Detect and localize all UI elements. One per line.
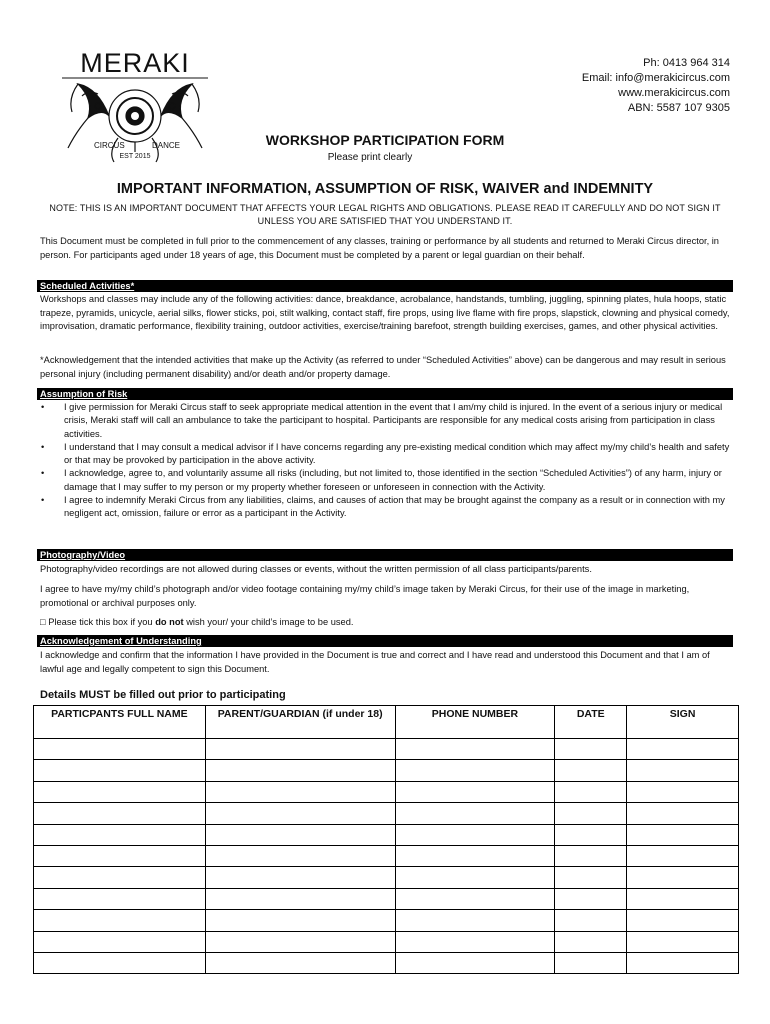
cell-participant-name[interactable] (34, 781, 206, 802)
col-participant-name: PARTICPANTS FULL NAME (34, 706, 206, 739)
cell-phone-number[interactable] (395, 910, 555, 931)
cell-sign[interactable] (627, 781, 739, 802)
photography-consent: I agree to have my/my child’s photograph and/or video footage containing my/my child’s image taken by Meraki Circus, for their use of the image in marketing, promotional or archival purposes only. (40, 584, 690, 608)
cell-phone-number[interactable] (395, 845, 555, 866)
photo-optout-checkbox[interactable]: □ (40, 617, 46, 627)
col-parent-guardian: PARENT/GUARDIAN (if under 18) (205, 706, 395, 739)
list-item: • I give permission for Meraki Circus staff to seek appropriate medical attention in the event that I am/my child is injured. In the event of a serious injury or medical crisis, Meraki staff will call an ambulance to take the participant to hospital. Participants are responsible for any medical costs arising from participation in class activities. (41, 402, 723, 439)
details-label: Details MUST be filled out prior to participating (40, 689, 286, 701)
cell-sign[interactable] (627, 760, 739, 781)
table-row (34, 760, 739, 781)
cell-sign[interactable] (627, 739, 739, 760)
contact-abn: ABN: 5587 107 9305 (627, 102, 730, 114)
cell-parent-guardian[interactable] (205, 760, 395, 781)
cell-date[interactable] (555, 781, 627, 802)
meraki-logo (58, 48, 212, 166)
cell-phone-number[interactable] (395, 867, 555, 888)
important-note: NOTE: THIS IS AN IMPORTANT DOCUMENT THAT AFFECTS YOUR LEGAL RIGHTS AND OBLIGATIONS. PLEASE READ IT CAREFULLY AND DO NOT SIGN IT UNLESS YOU ARE SATISFIED THAT YOU UNDERSTAND IT. (49, 203, 721, 226)
cell-participant-name[interactable] (34, 888, 206, 909)
cell-participant-name[interactable] (34, 952, 206, 973)
cell-parent-guardian[interactable] (205, 910, 395, 931)
table-row (34, 739, 739, 760)
contact-block (582, 56, 730, 116)
assumption-of-risk-heading: Assumption of Risk (37, 388, 733, 400)
table-row (34, 845, 739, 866)
cell-sign[interactable] (627, 867, 739, 888)
cell-date[interactable] (555, 910, 627, 931)
cell-phone-number[interactable] (395, 952, 555, 973)
table-row (34, 867, 739, 888)
cell-phone-number[interactable] (395, 781, 555, 802)
cell-parent-guardian[interactable] (205, 824, 395, 845)
table-row (34, 824, 739, 845)
cell-phone-number[interactable] (395, 739, 555, 760)
acknowledgement-heading: Acknowledgement of Understanding (37, 635, 733, 647)
table-row (34, 952, 739, 973)
cell-participant-name[interactable] (34, 845, 206, 866)
logo-name: MERAKI (80, 48, 190, 78)
table-row (34, 781, 739, 802)
photography-heading: Photography/Video (37, 549, 733, 561)
cell-participant-name[interactable] (34, 803, 206, 824)
cell-phone-number[interactable] (395, 760, 555, 781)
cell-parent-guardian[interactable] (205, 888, 395, 909)
form-title: WORKSHOP PARTICIPATION FORM (265, 132, 505, 148)
acknowledgement-text: I acknowledge and confirm that the information I have provided in the Document is true and correct and I have read and understood this Document and that I am of lawful age and legally competent to sign this Document. (40, 650, 710, 674)
cell-sign[interactable] (627, 803, 739, 824)
cell-date[interactable] (555, 952, 627, 973)
list-item: • I agree to indemnify Meraki Circus from any liabilities, claims, and causes of action that may be brought against the company as a result or in connection with my negligent act, omission, failure or error as a participant in the Activity. (41, 495, 725, 519)
cell-sign[interactable] (627, 824, 739, 845)
cell-sign[interactable] (627, 888, 739, 909)
cell-participant-name[interactable] (34, 760, 206, 781)
cell-parent-guardian[interactable] (205, 803, 395, 824)
table-header-row (34, 706, 739, 739)
logo-dance: DANCE (152, 141, 181, 150)
contact-phone: Ph: 0413 964 314 (643, 57, 730, 69)
intro-paragraph: This Document must be completed in full prior to the commencement of any classes, training or performance by all students and returned to Meraki Circus director, in person. For participants aged under 18 years of age, this Document must be completed by a parent or legal guardian on their behalf. (40, 236, 719, 260)
cell-sign[interactable] (627, 845, 739, 866)
table-row (34, 910, 739, 931)
table-row (34, 803, 739, 824)
mandala-emblem (68, 84, 202, 162)
cell-phone-number[interactable] (395, 931, 555, 952)
participants-table (33, 705, 739, 974)
list-item: • I acknowledge, agree to, and voluntarily assume all risks (including, but not limited to, those identified in the section “Scheduled Activities”) of any harm, injury or damage that I may suffer to my person or my property whether foreseen or unforeseen in connection with the Activity. (41, 468, 722, 492)
cell-participant-name[interactable] (34, 739, 206, 760)
cell-parent-guardian[interactable] (205, 781, 395, 802)
cell-phone-number[interactable] (395, 803, 555, 824)
risk-list (40, 401, 732, 521)
cell-participant-name[interactable] (34, 867, 206, 888)
cell-date[interactable] (555, 824, 627, 845)
cell-sign[interactable] (627, 910, 739, 931)
logo-est: EST 2015 (119, 153, 151, 160)
cell-sign[interactable] (627, 931, 739, 952)
cell-date[interactable] (555, 739, 627, 760)
cell-parent-guardian[interactable] (205, 739, 395, 760)
activities-acknowledgement: *Acknowledgement that the intended activities that make up the Activity (as referred to under “Scheduled Activities” above) can be dangerous and may result in serious personal injury (including permanent disability) and/or death and/or property damage. (40, 355, 726, 379)
col-date: DATE (555, 706, 627, 739)
cell-date[interactable] (555, 931, 627, 952)
scheduled-activities-heading: Scheduled Activities* (37, 280, 733, 292)
cell-parent-guardian[interactable] (205, 867, 395, 888)
logo-circus: CIRCUS (94, 141, 125, 150)
cell-phone-number[interactable] (395, 888, 555, 909)
cell-participant-name[interactable] (34, 824, 206, 845)
list-item: • I understand that I may consult a medical advisor if I have concerns regarding any pre-existing medical condition which may affect my/my child’s health and safety or that may be provoked by participation in the above activity. (41, 441, 730, 466)
cell-parent-guardian[interactable] (205, 845, 395, 866)
table-row (34, 931, 739, 952)
cell-participant-name[interactable] (34, 910, 206, 931)
cell-date[interactable] (555, 760, 627, 781)
cell-parent-guardian[interactable] (205, 952, 395, 973)
col-sign: SIGN (627, 706, 739, 739)
cell-parent-guardian[interactable] (205, 931, 395, 952)
contact-website: www.merakicircus.com (618, 87, 730, 99)
contact-email: Email: info@merakicircus.com (581, 72, 730, 84)
col-phone-number: PHONE NUMBER (395, 706, 555, 739)
table-row (34, 888, 739, 909)
cell-date[interactable] (555, 867, 627, 888)
scheduled-activities-text: Workshops and classes may include any of the following activities: dance, breakdance, acrobalance, handstands, tumbling, juggling, spinning plates, hula hoops, static trapeze, pyramids, unicycle, aerial silks, flower sticks, poi, stilt walking, contact staff, fire props, using live flame with fire props, slapstick, clowning and physical comedy, improvisation, dramatic performance, flexibility training, outdoor activities, exercise/training barefoot, strength building exercises, games, and other physical activities. (40, 294, 730, 331)
cell-date[interactable] (555, 888, 627, 909)
photography-text: Photography/video recordings are not allowed during classes or events, without the written permission of all class participants/parents. (40, 564, 592, 574)
cell-sign[interactable] (627, 952, 739, 973)
cell-date[interactable] (555, 803, 627, 824)
photo-optout-line: □ Please tick this box if you do not wish your/ your child’s image to be used. (40, 617, 354, 627)
form-subtitle: Please print clearly (327, 152, 413, 163)
main-heading: IMPORTANT INFORMATION, ASSUMPTION OF RISK, WAIVER and INDEMNITY (116, 181, 654, 197)
cell-participant-name[interactable] (34, 931, 206, 952)
cell-date[interactable] (555, 845, 627, 866)
cell-phone-number[interactable] (395, 824, 555, 845)
